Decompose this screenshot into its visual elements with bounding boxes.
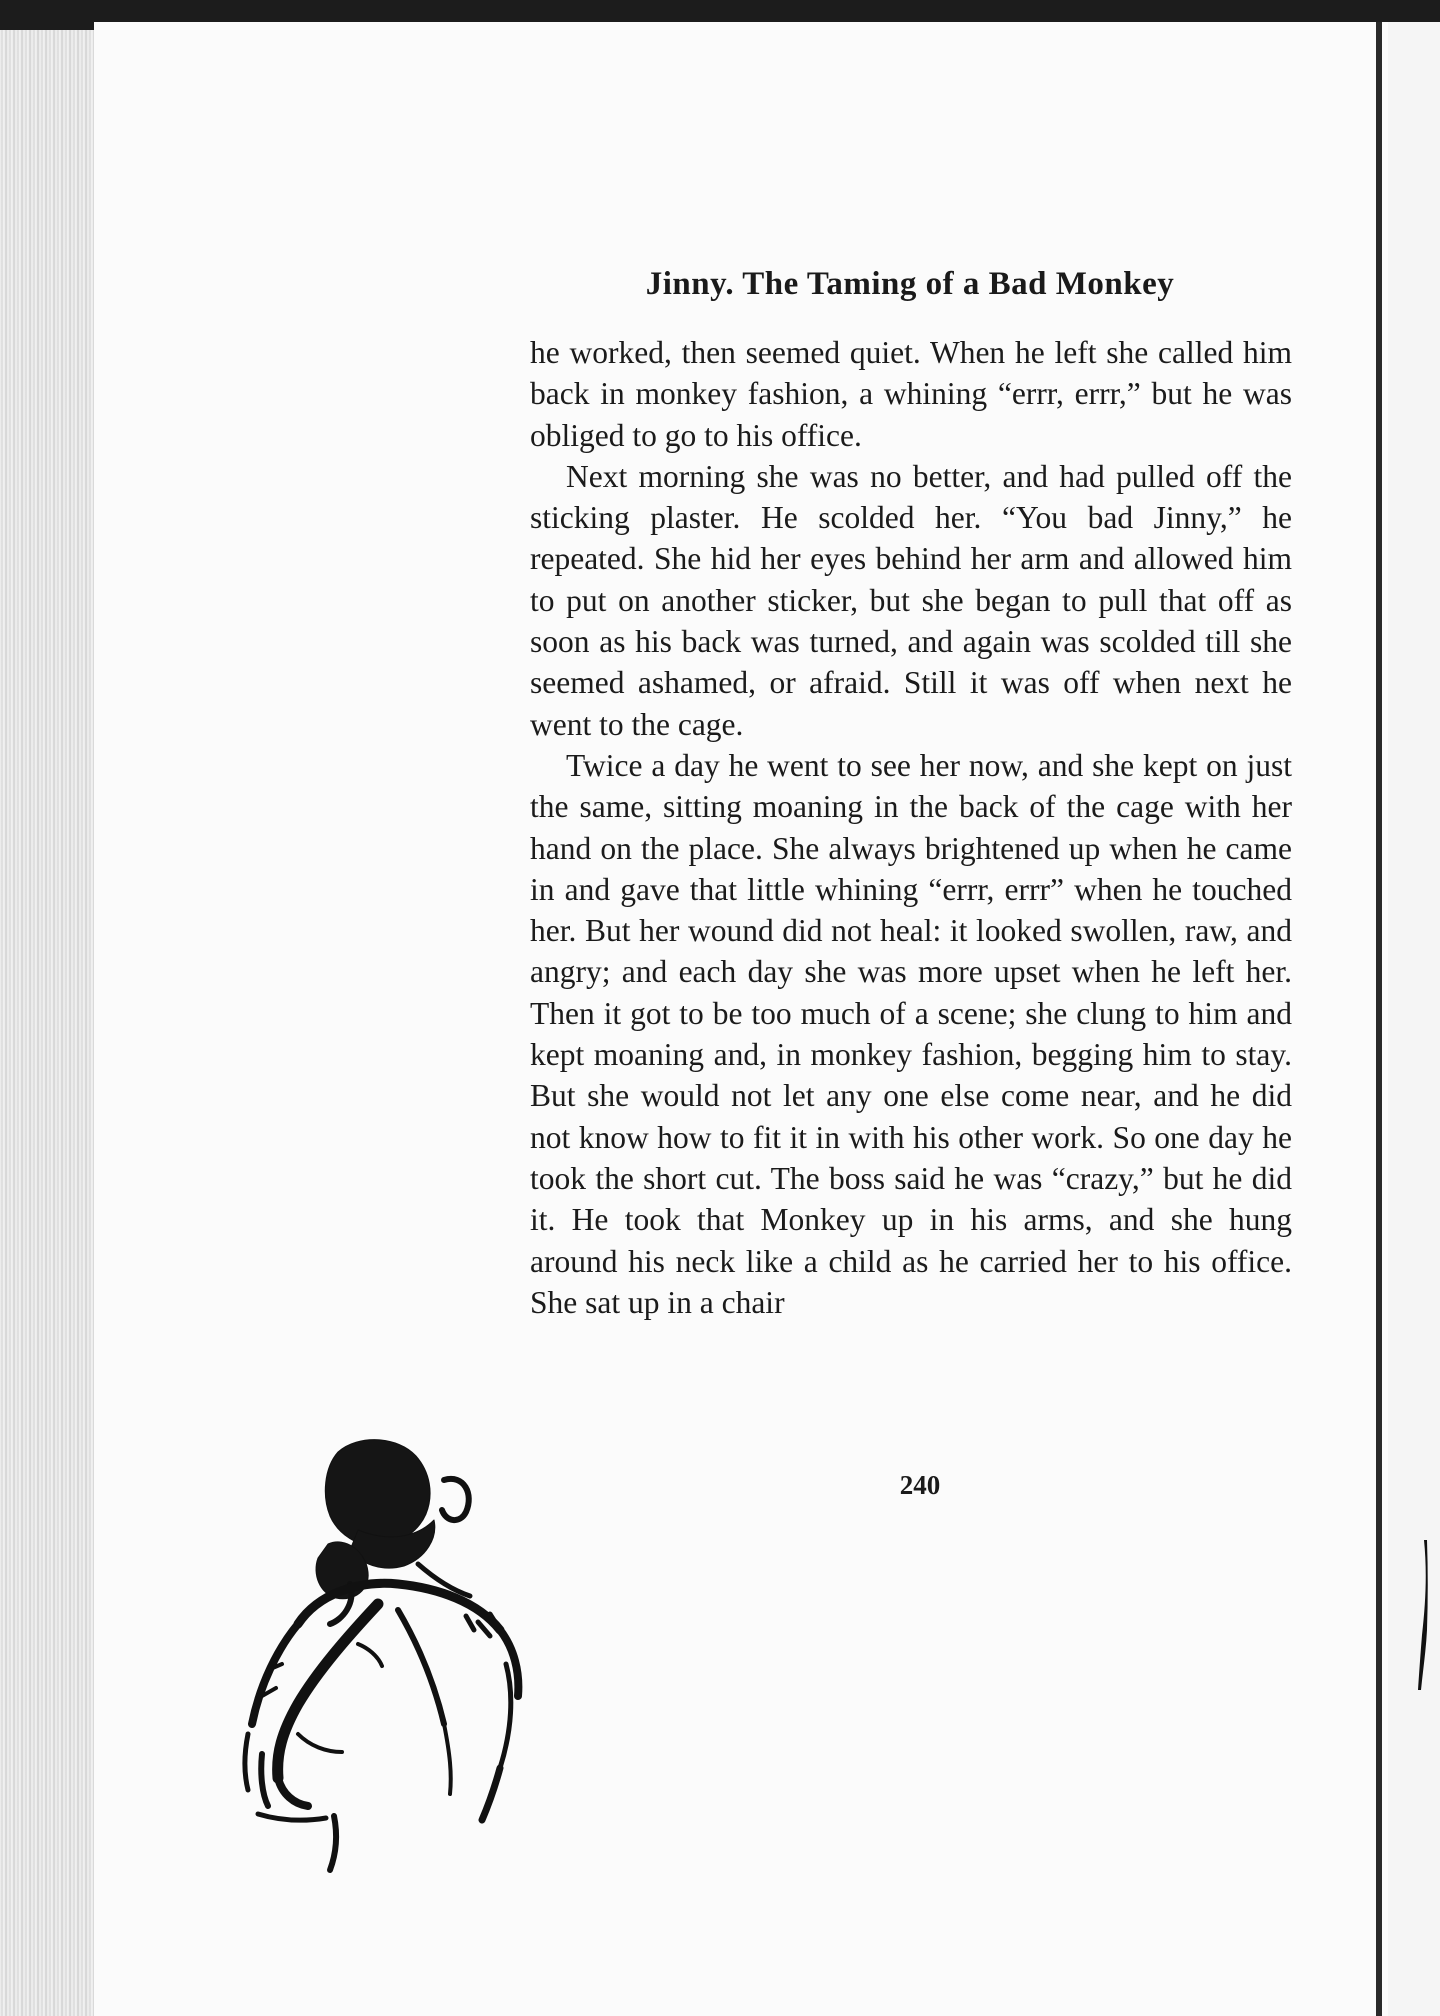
facing-page-edge bbox=[1382, 22, 1440, 2016]
paragraph: Next morning she was no better, and had pulled off the sticking plaster. He scolded her. “You bad Jinny,” he repeated. She hid her eyes behind her arm and allowed him to put on another sticker, but she began to pull that off as soon as his back was turned, and again was scolded till she seemed ashamed, or afraid. Still it was off when next he went to the cage. bbox=[530, 458, 1292, 742]
paragraph: Twice a day he went to see her now, and she kept on just the same, sitting moaning in the back of the cage with her hand on the place. She always brightened up when he came in and gave that little whining “errr, errr” when he touched her. But her wound did not heal: it looked swollen, raw, and angry; and each day she was more upset when he left her. Then it got to be too much of a scene; she clung to him and kept moaning and, in monkey fashion, begging him to stay. But she would not let any one else come near, and he did not know how to fit it in with his other work. So one day he took the short cut. The boss said he was “crazy,” but he did it. He took that Monkey up in his arms, and she hung around his neck like a child as he carried her to his office. She sat up in a chair bbox=[530, 747, 1292, 1320]
ink-sketch-man-carrying-monkey-icon bbox=[238, 1434, 598, 1874]
running-head: Jinny. The Taming of a Bad Monkey bbox=[645, 266, 1175, 302]
page-number: 240 bbox=[899, 1470, 941, 1500]
facing-page-ink-mark bbox=[1418, 1540, 1428, 1690]
page-gutter-edge bbox=[1376, 22, 1382, 2016]
paragraph: he worked, then seemed quiet. When he left she called him back in monkey fashion, a whining “errr, errr,” but he was obliged to go to his office. bbox=[530, 335, 1292, 453]
page-stack-edges bbox=[0, 30, 96, 2016]
body-text bbox=[530, 332, 1292, 1323]
